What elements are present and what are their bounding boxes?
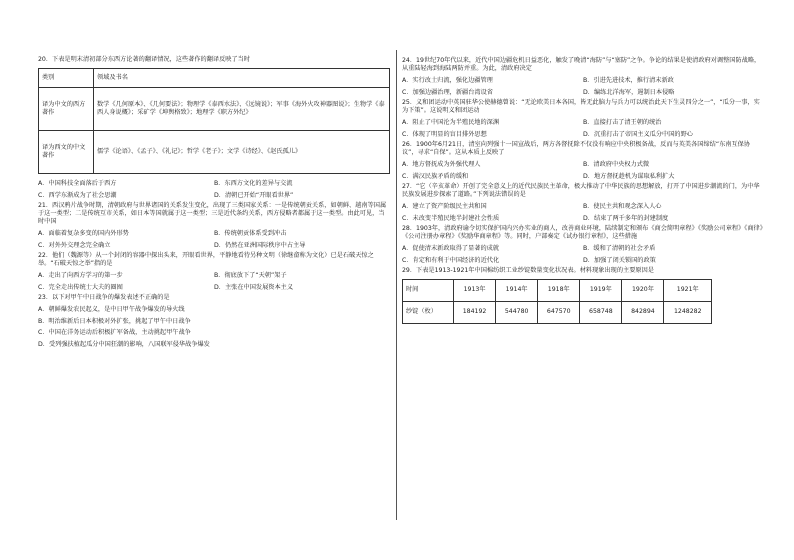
table-row-label-year: 时间 bbox=[403, 279, 454, 301]
table-cell: 184192 bbox=[454, 301, 496, 323]
table-cell: 544780 bbox=[496, 301, 538, 323]
question-26 bbox=[402, 141, 764, 183]
table-header-field: 领域及书名 bbox=[94, 69, 390, 88]
option-b[interactable]: B．东西方文化的差异与交流 bbox=[214, 179, 293, 187]
table-cell: 译为中文的西方著作 bbox=[39, 88, 94, 131]
question-23-options bbox=[38, 304, 390, 351]
question-23-stem: 23．以下对甲午中日战争的爆发表述不正确的是 bbox=[38, 293, 170, 301]
table-header-category: 类别 bbox=[39, 69, 94, 88]
option-b[interactable]: B．使民主共和观念深入人心 bbox=[583, 202, 662, 210]
question-24-stem: 24．19世纪70年代以来，近代中国边疆危机日益恶化，触发了晚清“海防”与“塞防”之争。争论的结果是使清政府对调整国防战略，从重陆轻海到海陆两防并重。为此，清政府决定 bbox=[402, 57, 761, 73]
option-c[interactable]: C．完全走出传统士大夫的圈囿 bbox=[38, 283, 123, 291]
option-a[interactable]: A．朝鲜爆发农民起义，是中日甲午战争爆发的导火线 bbox=[38, 305, 185, 313]
question-21-stem: 21．西汉鸦片战争时期，清朝政府与世界诸国的关系发生变化，出现了三类国家关系：一是传统朝贡关系，如朝鲜、越南等国属于这一类型；二是传统互市关系，如日本等国就属于这一类型；三是近代条约关系，西方侵略者都属于这一类型。由此可见，当时中国 bbox=[38, 201, 387, 226]
option-a[interactable]: A．面临着复杂多变的国内外形势 bbox=[38, 230, 129, 238]
option-d[interactable]: D．受列强扶植起瓜分中国狂潮的影响，八国联军侵华战争爆发 bbox=[38, 341, 210, 349]
table-cell: 数学《几何原本》、《几何要法》；物理学《泰西水法》、《远镜说》；军事《海外火攻神器图说》；生物学《泰西人身说概》；采矿学《坤舆格致》；地理学《职方外纪》 bbox=[94, 88, 390, 131]
right-column bbox=[402, 57, 764, 324]
option-d[interactable]: D．编练北洋海军，遏制日本侵略 bbox=[583, 88, 675, 96]
option-b[interactable]: B．缓和了清朝的社会矛盾 bbox=[583, 244, 656, 252]
option-c[interactable]: C．加强边疆治理，新疆台湾设省 bbox=[402, 88, 493, 96]
column-divider bbox=[396, 50, 397, 520]
question-20-table bbox=[38, 68, 390, 174]
question-24-options bbox=[402, 75, 764, 99]
option-c[interactable]: C．中国在洋务运动后积极扩军备战，主动挑起甲午战争 bbox=[38, 329, 191, 337]
question-24 bbox=[402, 57, 764, 99]
table-cell: 1920年 bbox=[622, 279, 664, 301]
option-d[interactable]: D．加强了闭关锁国的政策 bbox=[583, 256, 656, 264]
question-20 bbox=[38, 56, 390, 202]
question-27-stem: 27．“它（辛亥革命）开创了完全意义上的近代民族民主革命，极大推动了中华民族的思想解放，打开了中国进步潮流的门，为中华民族发展进步探索了道路。”下列说法错误的是 bbox=[402, 182, 760, 198]
question-25 bbox=[402, 99, 764, 141]
option-c[interactable]: C．体现了明显的盲目排外思想 bbox=[402, 130, 487, 138]
table-row bbox=[403, 301, 712, 323]
option-a[interactable]: A．实行改土归流，强化边疆管理 bbox=[402, 77, 493, 85]
option-b[interactable]: B．彻底放下了“天朝”架子 bbox=[214, 272, 287, 280]
table-cell: 1248282 bbox=[664, 301, 712, 323]
table-row bbox=[403, 279, 712, 301]
table-row bbox=[39, 131, 390, 174]
table-cell: 1921年 bbox=[664, 279, 712, 301]
option-b[interactable]: B．明治维新后日本积极对外扩张，挑起了甲午中日战争 bbox=[38, 317, 191, 325]
table-row bbox=[39, 69, 390, 88]
option-d[interactable]: D．仍然在亚洲国际秩序中占主导 bbox=[214, 241, 306, 249]
table-cell: 1914年 bbox=[496, 279, 538, 301]
option-d[interactable]: D．清朝已开始“开眼看世界” bbox=[214, 191, 294, 199]
question-21 bbox=[38, 202, 390, 252]
option-a[interactable]: A．阻止了中国沦为半殖民地的深渊 bbox=[402, 119, 500, 127]
option-a[interactable]: A．中国科技全面落后于西方 bbox=[38, 179, 117, 187]
table-cell: 儒学《论语》、《孟子》、《礼记》；哲学《老子》；文学《诗经》、《赵氏孤儿》 bbox=[94, 131, 390, 174]
table-cell: 1919年 bbox=[580, 279, 622, 301]
option-c[interactable]: C．西学东渐成为了社会思潮 bbox=[38, 191, 117, 199]
table-row bbox=[39, 88, 390, 131]
option-b[interactable]: B．引进先进技术，推行清末新政 bbox=[583, 77, 674, 85]
question-27-options bbox=[402, 201, 764, 225]
question-25-stem: 25．义和团运动中英国驻华公使赫德曾说：“无论欧美日本各国，皆无此脑力与兵力可以统治此天下生灵四分之一”，“瓜分一事，实为下策”。这说明义和团运动 bbox=[402, 98, 760, 115]
option-b[interactable]: B．传统朝贡体系受到冲击 bbox=[214, 230, 287, 238]
table-cell: 658748 bbox=[580, 301, 622, 323]
question-21-options bbox=[38, 228, 390, 252]
question-20-stem: 20．下表是明末清初部分东西方论著的翻译情况，这些著作的翻译反映了当时 bbox=[38, 56, 251, 63]
option-d[interactable]: D．沉重打击了帝国主义瓜分中国的野心 bbox=[583, 130, 693, 138]
table-cell: 1918年 bbox=[538, 279, 580, 301]
option-c[interactable]: C．满汉民族矛盾的缓和 bbox=[402, 172, 469, 180]
option-d[interactable]: D．主张在中国发展资本主义 bbox=[214, 283, 294, 291]
question-27 bbox=[402, 183, 764, 225]
table-cell: 842894 bbox=[622, 301, 664, 323]
question-26-stem: 26．1900年6月21日，清室向列强十一国宣战后，两方各督抚除不仅没有响应中央积极备战，反而与英美各国缔结“东南互保协议”，寻求“自保”。这从本质上反映了 bbox=[402, 140, 751, 157]
option-a[interactable]: A．走出了向西方学习的第一步 bbox=[38, 272, 123, 280]
question-29-stem: 29．下表是1913-1921年中国棉纺织工业纱锭数量变化状况表。材料现象出现的主要原因是 bbox=[402, 266, 654, 274]
table-row-label-spindles: 纱锭（枚） bbox=[403, 301, 454, 323]
question-28 bbox=[402, 225, 764, 267]
question-22 bbox=[38, 252, 390, 294]
question-26-options bbox=[402, 159, 764, 183]
option-d[interactable]: D．地方督抚趁机为谋取私利扩大 bbox=[583, 172, 675, 180]
left-column bbox=[38, 56, 390, 351]
option-a[interactable]: A．促使清末新政取得了显著的成就 bbox=[402, 244, 500, 252]
option-c[interactable]: C．肯定和有利于中国经济的近代化 bbox=[402, 256, 500, 264]
option-a[interactable]: A．建立了资产阶级民主共和国 bbox=[402, 202, 487, 210]
question-23 bbox=[38, 294, 390, 351]
option-b[interactable]: B．直接打击了清王朝的统治 bbox=[583, 119, 662, 127]
question-25-options bbox=[402, 117, 764, 141]
option-d[interactable]: D．结束了两千多年的封建制度 bbox=[583, 214, 669, 222]
table-cell: 译为西文的中文著作 bbox=[39, 131, 94, 174]
question-20-options bbox=[38, 178, 390, 202]
question-29 bbox=[402, 267, 764, 324]
option-b[interactable]: B．清政府中央权力式微 bbox=[583, 161, 650, 169]
question-28-options bbox=[402, 243, 764, 267]
question-28-stem: 28．1903年，清政府谕令切实保护国内兴办实业的商人，改善商业环境，陆续制定和颁布《商会简明章程》《奖励公司章程》《商律》《公司注册办章程》《奖励华商章程》等。同时，户部奏定《试办银行章程》，这些措施 bbox=[402, 224, 763, 240]
table-cell: 647570 bbox=[538, 301, 580, 323]
option-a[interactable]: A．地方督抚成为外强代理人 bbox=[402, 161, 481, 169]
option-c[interactable]: C．对外外交理念完全确立 bbox=[38, 241, 111, 249]
option-c[interactable]: C．未改变半殖民地半封建社会性质 bbox=[402, 214, 500, 222]
table-cell: 1913年 bbox=[454, 279, 496, 301]
question-22-options bbox=[38, 270, 390, 294]
question-29-table bbox=[402, 279, 712, 324]
question-22-stem: 22．他们（魏源等）从一个封闭的容器中探出头来，开眼看世界，平静地看待另种文明（徐继畲称为文化）已是石破天惊之举。“石破天惊之举”指的是 bbox=[38, 251, 374, 268]
